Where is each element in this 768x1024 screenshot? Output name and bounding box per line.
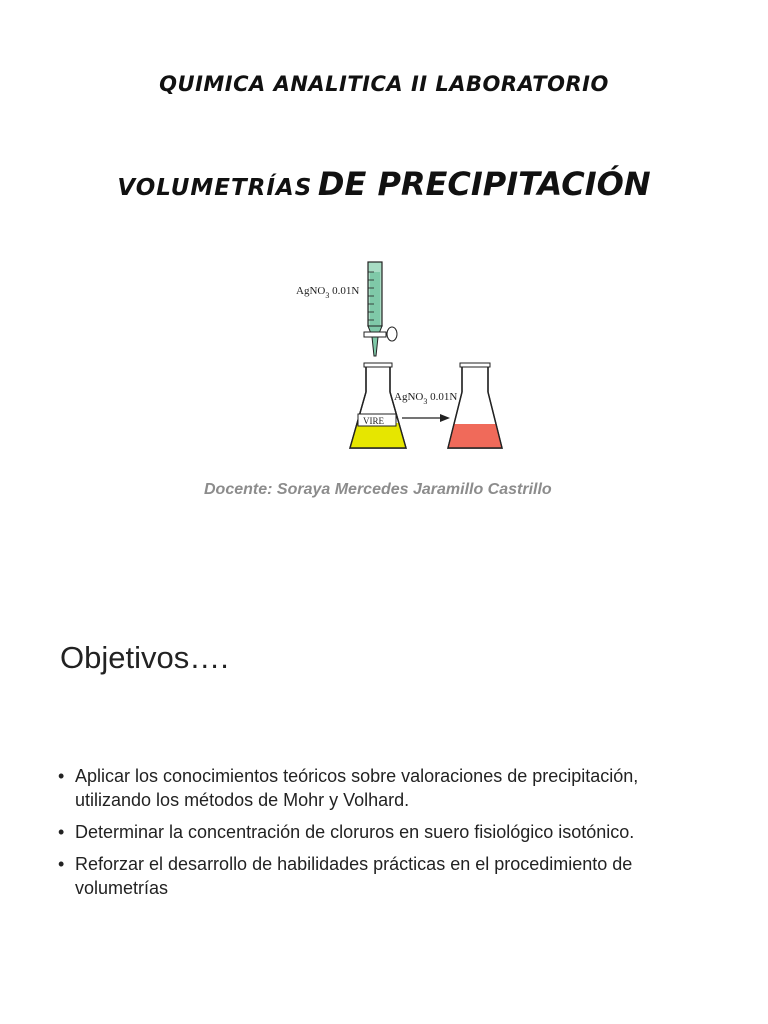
list-item [58,820,718,844]
list-item [58,764,718,812]
flask-label: VIRE [363,416,384,426]
objectives-heading: Objetivos…. [60,640,229,675]
teacher-name: Docente: Soraya Mercedes Jaramillo Castrillo [204,481,552,498]
objectives-list [58,764,718,908]
course-header: QUIMICA ANALITICA II LABORATORIO [159,72,609,96]
burette-label-rest: 0.01N [329,285,360,297]
bullet-icon: • [58,766,65,786]
list-item [58,852,718,900]
title-part-1: VOLUMETRÍAS [117,175,313,201]
flask-red-icon [448,363,502,448]
burette-label: AgNO [296,285,326,297]
flask-yellow-icon [350,363,406,448]
arrow-icon [402,414,450,422]
objective-text: Determinar la concentración de cloruros en suero fisiológico isotónico. [75,822,635,842]
arrow-label-sub: 3 [423,397,428,406]
objective-text: Aplicar los conocimientos teóricos sobre valoraciones de precipitación, utilizando los métodos de Mohr y Volhard. [75,766,639,810]
bullet-icon: • [58,822,65,842]
bullet-icon: • [58,854,65,874]
arrow-label: AgNO [394,391,424,403]
svg-text:AgNO3 0.01N [394,391,457,406]
objective-text: Reforzar el desarrollo de habilidades prácticas en el procedimiento de volumetrías [75,854,633,898]
burette-label-sub: 3 [325,291,330,300]
arrow-label-rest: 0.01N [427,391,458,403]
svg-text:AgNO3 0.01N [296,285,359,300]
title-part-2: DE PRECIPITACIÓN [317,165,651,203]
page-title [0,165,768,203]
titration-illustration [278,258,508,458]
burette-icon [364,262,397,356]
